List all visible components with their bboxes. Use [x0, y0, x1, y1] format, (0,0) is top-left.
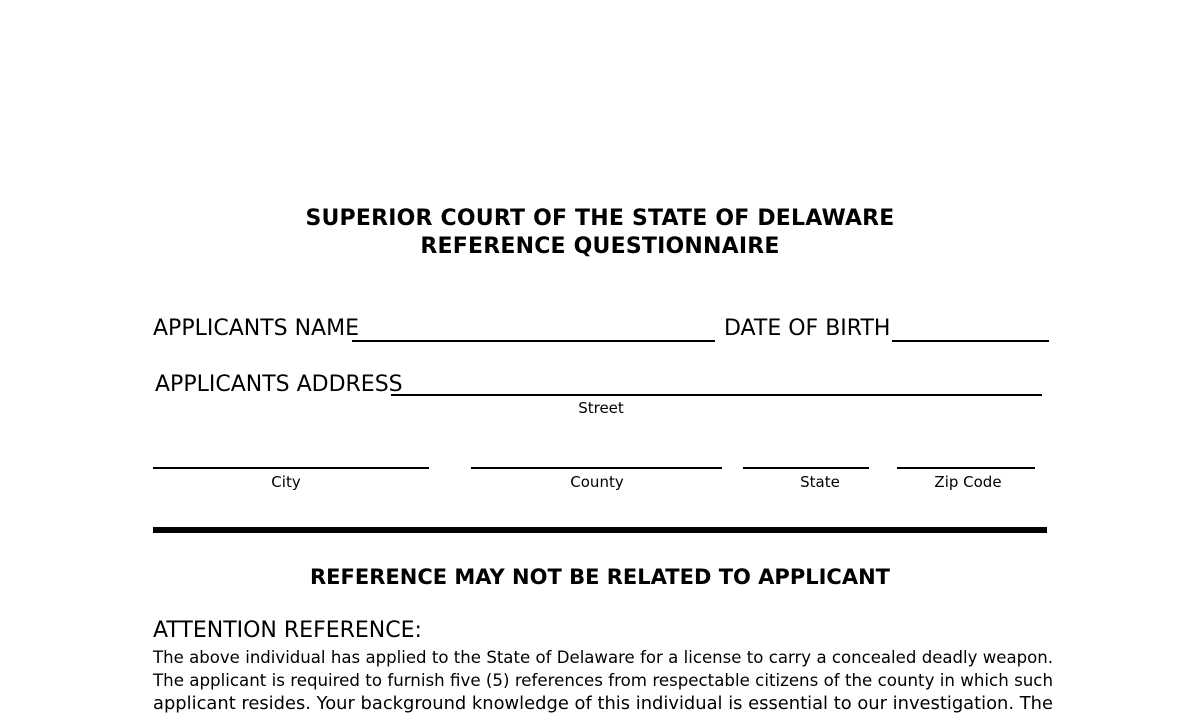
instructions-paragraph — [153, 646, 1053, 715]
state-caption: State — [800, 473, 840, 491]
dob-field[interactable] — [892, 340, 1049, 342]
city-caption: City — [271, 473, 301, 491]
county-field[interactable] — [471, 467, 722, 469]
related-warning: REFERENCE MAY NOT BE RELATED TO APPLICANT — [310, 565, 890, 589]
zip-code-caption: Zip Code — [934, 473, 1002, 491]
court-title: SUPERIOR COURT OF THE STATE OF DELAWARE — [305, 206, 895, 231]
applicant-name-field[interactable] — [352, 340, 715, 342]
applicant-address-label: APPLICANTS ADDRESS — [155, 372, 403, 397]
county-caption: County — [570, 473, 624, 491]
state-field[interactable] — [743, 467, 869, 469]
attention-heading: ATTENTION REFERENCE: — [153, 618, 422, 643]
section-divider — [153, 527, 1047, 533]
form-title: REFERENCE QUESTIONNAIRE — [420, 234, 780, 259]
street-field[interactable] — [391, 394, 1042, 396]
dob-label: DATE OF BIRTH — [724, 316, 891, 341]
paragraph-line: applicant resides. Your background knowledge of this individual is essential to our investigation. The — [153, 693, 1053, 714]
paragraph-line: The above individual has applied to the State of Delaware for a license to carry a concealed deadly weapon. — [153, 648, 1053, 667]
paragraph-line: The applicant is required to furnish five (5) references from respectable citizens of the county in which such — [153, 671, 1053, 690]
city-field[interactable] — [153, 467, 429, 469]
applicant-name-label: APPLICANTS NAME — [153, 316, 359, 341]
zip-code-field[interactable] — [897, 467, 1035, 469]
street-caption: Street — [578, 399, 624, 417]
